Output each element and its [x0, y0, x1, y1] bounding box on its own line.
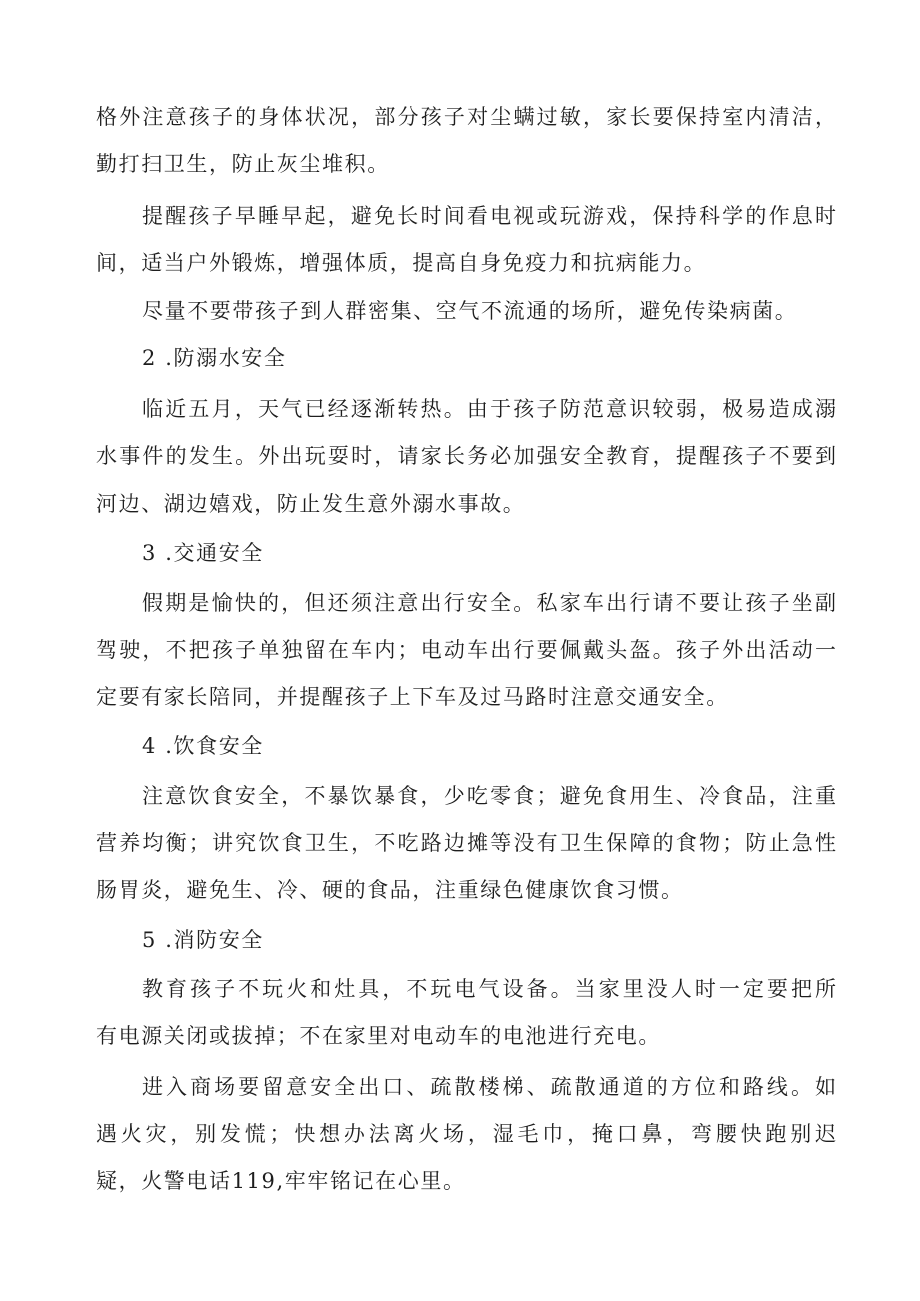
paragraph-line: 进入商场要留意安全出口、疏散楼梯、疏散通道的方位和路线。如 [142, 1075, 836, 1099]
section-heading: 3 .交通安全 [142, 541, 264, 565]
section-heading: 4 .饮食安全 [142, 734, 264, 758]
paragraph-line: 提醒孩子早睡早起，避免长时间看电视或玩游戏，保持科学的作息时 [142, 204, 836, 228]
paragraph-line: 遇火灾，别发慌；快想办法离火场，湿毛巾，掩口鼻，弯腰快跑别迟 [96, 1122, 836, 1146]
paragraph-line: 河边、湖边嬉戏，防止发生意外溺水事故。 [96, 492, 526, 516]
paragraph-line: 教育孩子不玩火和灶具，不玩电气设备。当家里没人时一定要把所 [142, 977, 836, 1001]
paragraph-line: 水事件的发生。外出玩耍时，请家长务必加强安全教育，提醒孩子不要到 [96, 444, 836, 468]
paragraph-line: 驾驶，不把孩子单独留在车内；电动车出行要佩戴头盔。孩子外出活动一 [96, 638, 836, 662]
paragraph-line: 勤打扫卫生，防止灰尘堆积。 [96, 152, 390, 176]
paragraph-line: 定要有家长陪同，并提醒孩子上下车及过马路时注意交通安全。 [96, 685, 729, 709]
section-heading: 2 .防溺水安全 [142, 346, 287, 370]
paragraph-line: 注意饮食安全，不暴饮暴食，少吃零食；避免食用生、冷食品，注重 [142, 784, 836, 808]
paragraph-line: 临近五月，天气已经逐渐转热。由于孩子防范意识较弱，极易造成溺 [142, 397, 836, 421]
paragraph-line: 间，适当户外锻炼，增强体质，提高自身免疫力和抗病能力。 [96, 251, 707, 275]
paragraph-line: 假期是愉快的，但还须注意出行安全。私家车出行请不要让孩子坐副 [142, 591, 836, 615]
paragraph-line: 营养均衡；讲究饮食卫生，不吃路边摊等没有卫生保障的食物；防止急性 [96, 831, 836, 855]
paragraph-line: 格外注意孩子的身体状况，部分孩子对尘螨过敏，家长要保持室内清洁， [96, 105, 836, 129]
paragraph-line: 尽量不要带孩子到人群密集、空气不流通的场所，避免传染病菌。 [142, 299, 798, 323]
paragraph-line: 肠胃炎，避免生、冷、硬的食品，注重绿色健康饮食习惯。 [96, 878, 684, 902]
section-heading: 5 .消防安全 [142, 928, 264, 952]
paragraph-line: 疑，火警电话119,牢牢铭记在心里。 [96, 1169, 466, 1193]
paragraph-line: 有电源关闭或拔掉；不在家里对电动车的电池进行充电。 [96, 1024, 661, 1048]
